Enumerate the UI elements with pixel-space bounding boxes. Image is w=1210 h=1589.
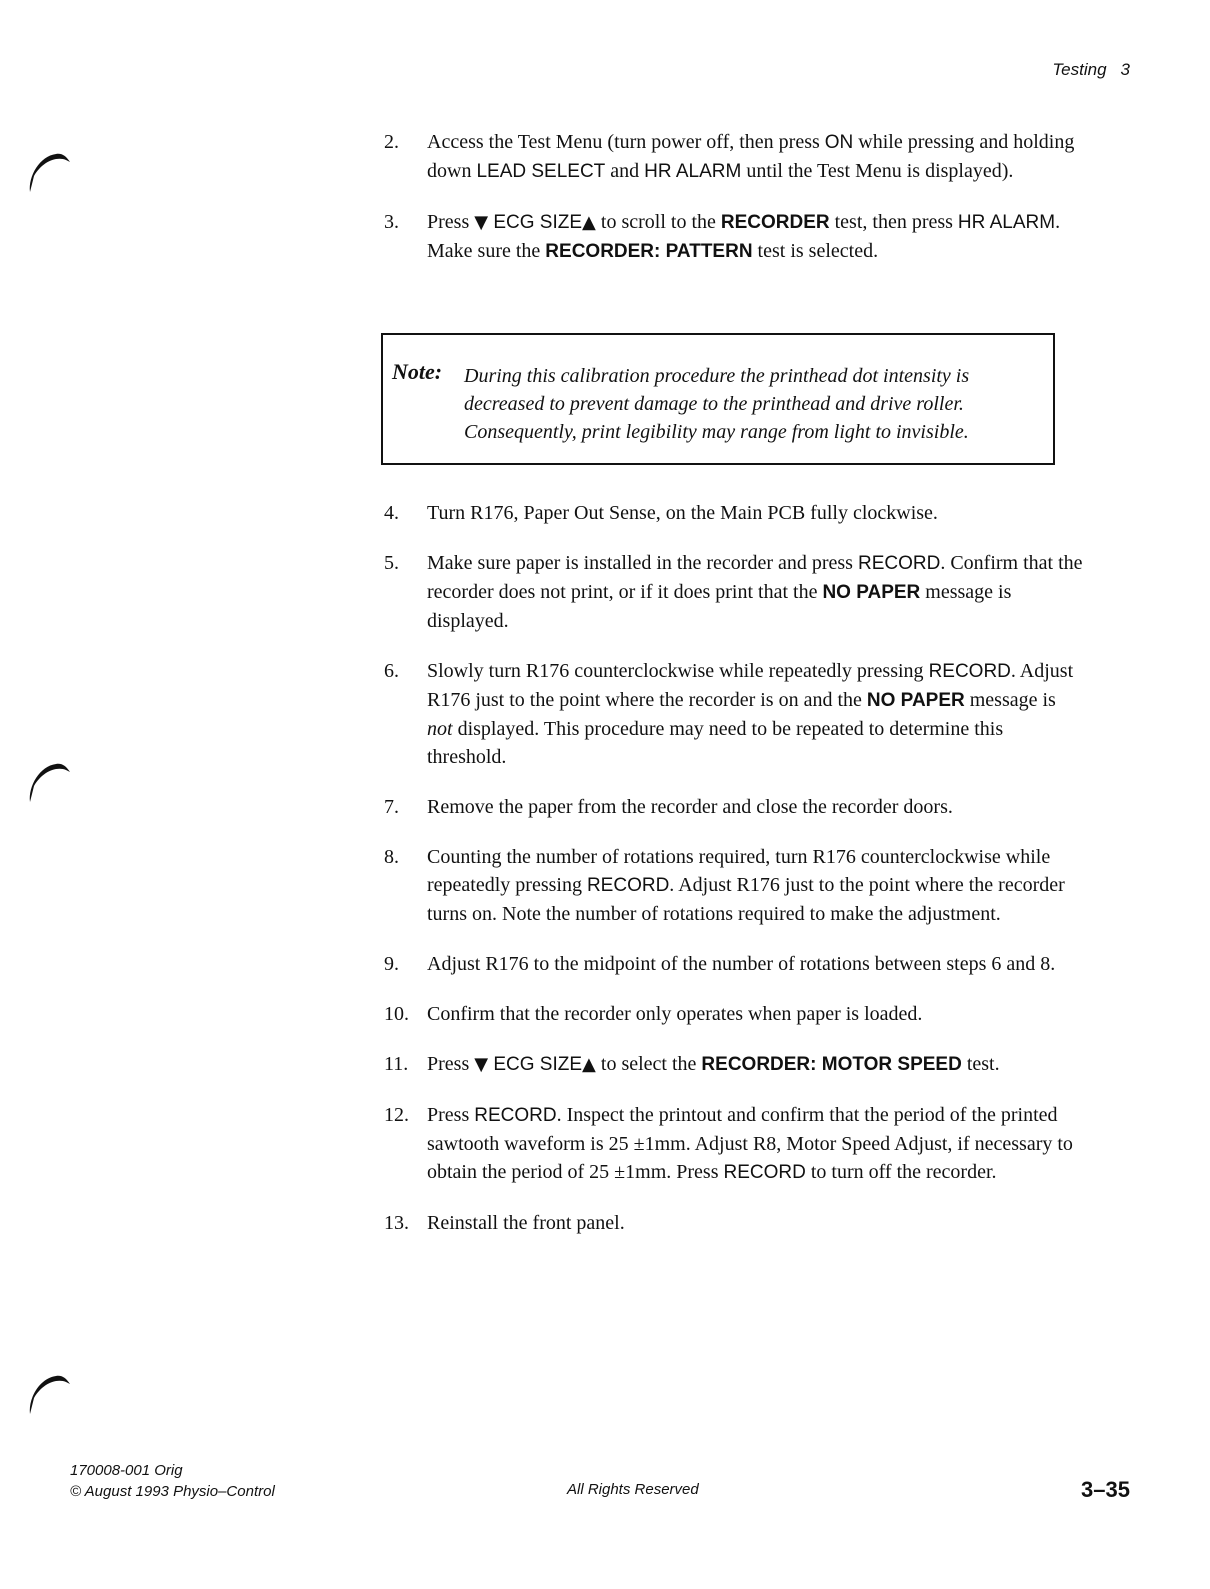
header-chapter-number: 3 (1120, 60, 1130, 79)
step-13: 13. Reinstall the front panel. (384, 1212, 625, 1234)
procedure-steps-top (384, 128, 1084, 266)
copyright: © August 1993 Physio–Control (70, 1483, 275, 1500)
step-5: 5. Make sure paper is installed in the recorder and press RECORD. Confirm that the recorder does not print, or if it does print that the NO PAPER message is displayed. (384, 552, 1083, 632)
rights-notice: All Rights Reserved (567, 1481, 699, 1498)
step-4: 4. Turn R176, Paper Out Sense, on the Main PCB fully clockwise. (384, 502, 938, 524)
running-header (1052, 60, 1130, 80)
step-6: 6. Slowly turn R176 counterclockwise while repeatedly pressing RECORD. Adjust R176 just to the point where the recorder is on and the NO PAPER message is not displayed. This procedure may need to be repeated to determine this threshold. (384, 660, 1074, 768)
binder-punch-mark-icon (26, 1368, 74, 1416)
note-label: Note: (392, 359, 443, 384)
step-12: 12. Press RECORD. Inspect the printout and confirm that the period of the printed sawtooth waveform is 25 ±1mm. Adjust R8, Motor Speed Adjust, if necessary to obtain the period of 25 ±1mm. Press RECORD to turn off the recorder. (384, 1104, 1073, 1183)
doc-number: 170008-001 Orig (70, 1462, 183, 1479)
binder-punch-mark-icon (26, 146, 74, 194)
step-8: 8. Counting the number of rotations required, turn R176 counterclockwise while repeatedly pressing RECORD. Adjust R176 just to the point where the recorder turns on. Note the number of rotations required to make the adjustment. (384, 846, 1065, 925)
binder-punch-mark-icon (26, 756, 74, 804)
step-11: 11. Press ▼ ECG SIZE▲ to select the RECORDER: MOTOR SPEED test. (384, 1053, 1000, 1075)
up-arrow-icon: ▲ (582, 1054, 596, 1075)
calibration-note-box (381, 333, 1055, 465)
step-10: 10. Confirm that the recorder only operates when paper is loaded. (384, 1003, 923, 1025)
procedure-steps-bottom (384, 499, 1084, 1237)
page-number: 3–35 (1081, 1477, 1130, 1502)
step-3: 3. Press ▼ ECG SIZE▲ to scroll to the RECORDER test, then press HR ALARM. Make sure the RECORDER: PATTERN test is selected. (384, 211, 1061, 262)
step-7: 7. Remove the paper from the recorder and close the recorder doors. (384, 796, 953, 818)
step-2: 2. Access the Test Menu (turn power off, then press ON while pressing and holding down LEAD SELECT and HR ALARM until the Test Menu is displayed). (384, 131, 1075, 182)
note-text: During this calibration procedure the printhead dot intensity is decreased to prevent damage to the printhead and drive roller. Consequently, print legibility may range from light to invisible. (464, 365, 970, 443)
header-section: Testing (1052, 60, 1107, 79)
step-9: 9. Adjust R176 to the midpoint of the number of rotations between steps 6 and 8. (384, 953, 1056, 975)
footer-doc-info (70, 1460, 275, 1502)
up-arrow-icon: ▲ (582, 212, 596, 233)
down-arrow-icon: ▼ (474, 212, 489, 233)
down-arrow-icon: ▼ (474, 1054, 489, 1075)
